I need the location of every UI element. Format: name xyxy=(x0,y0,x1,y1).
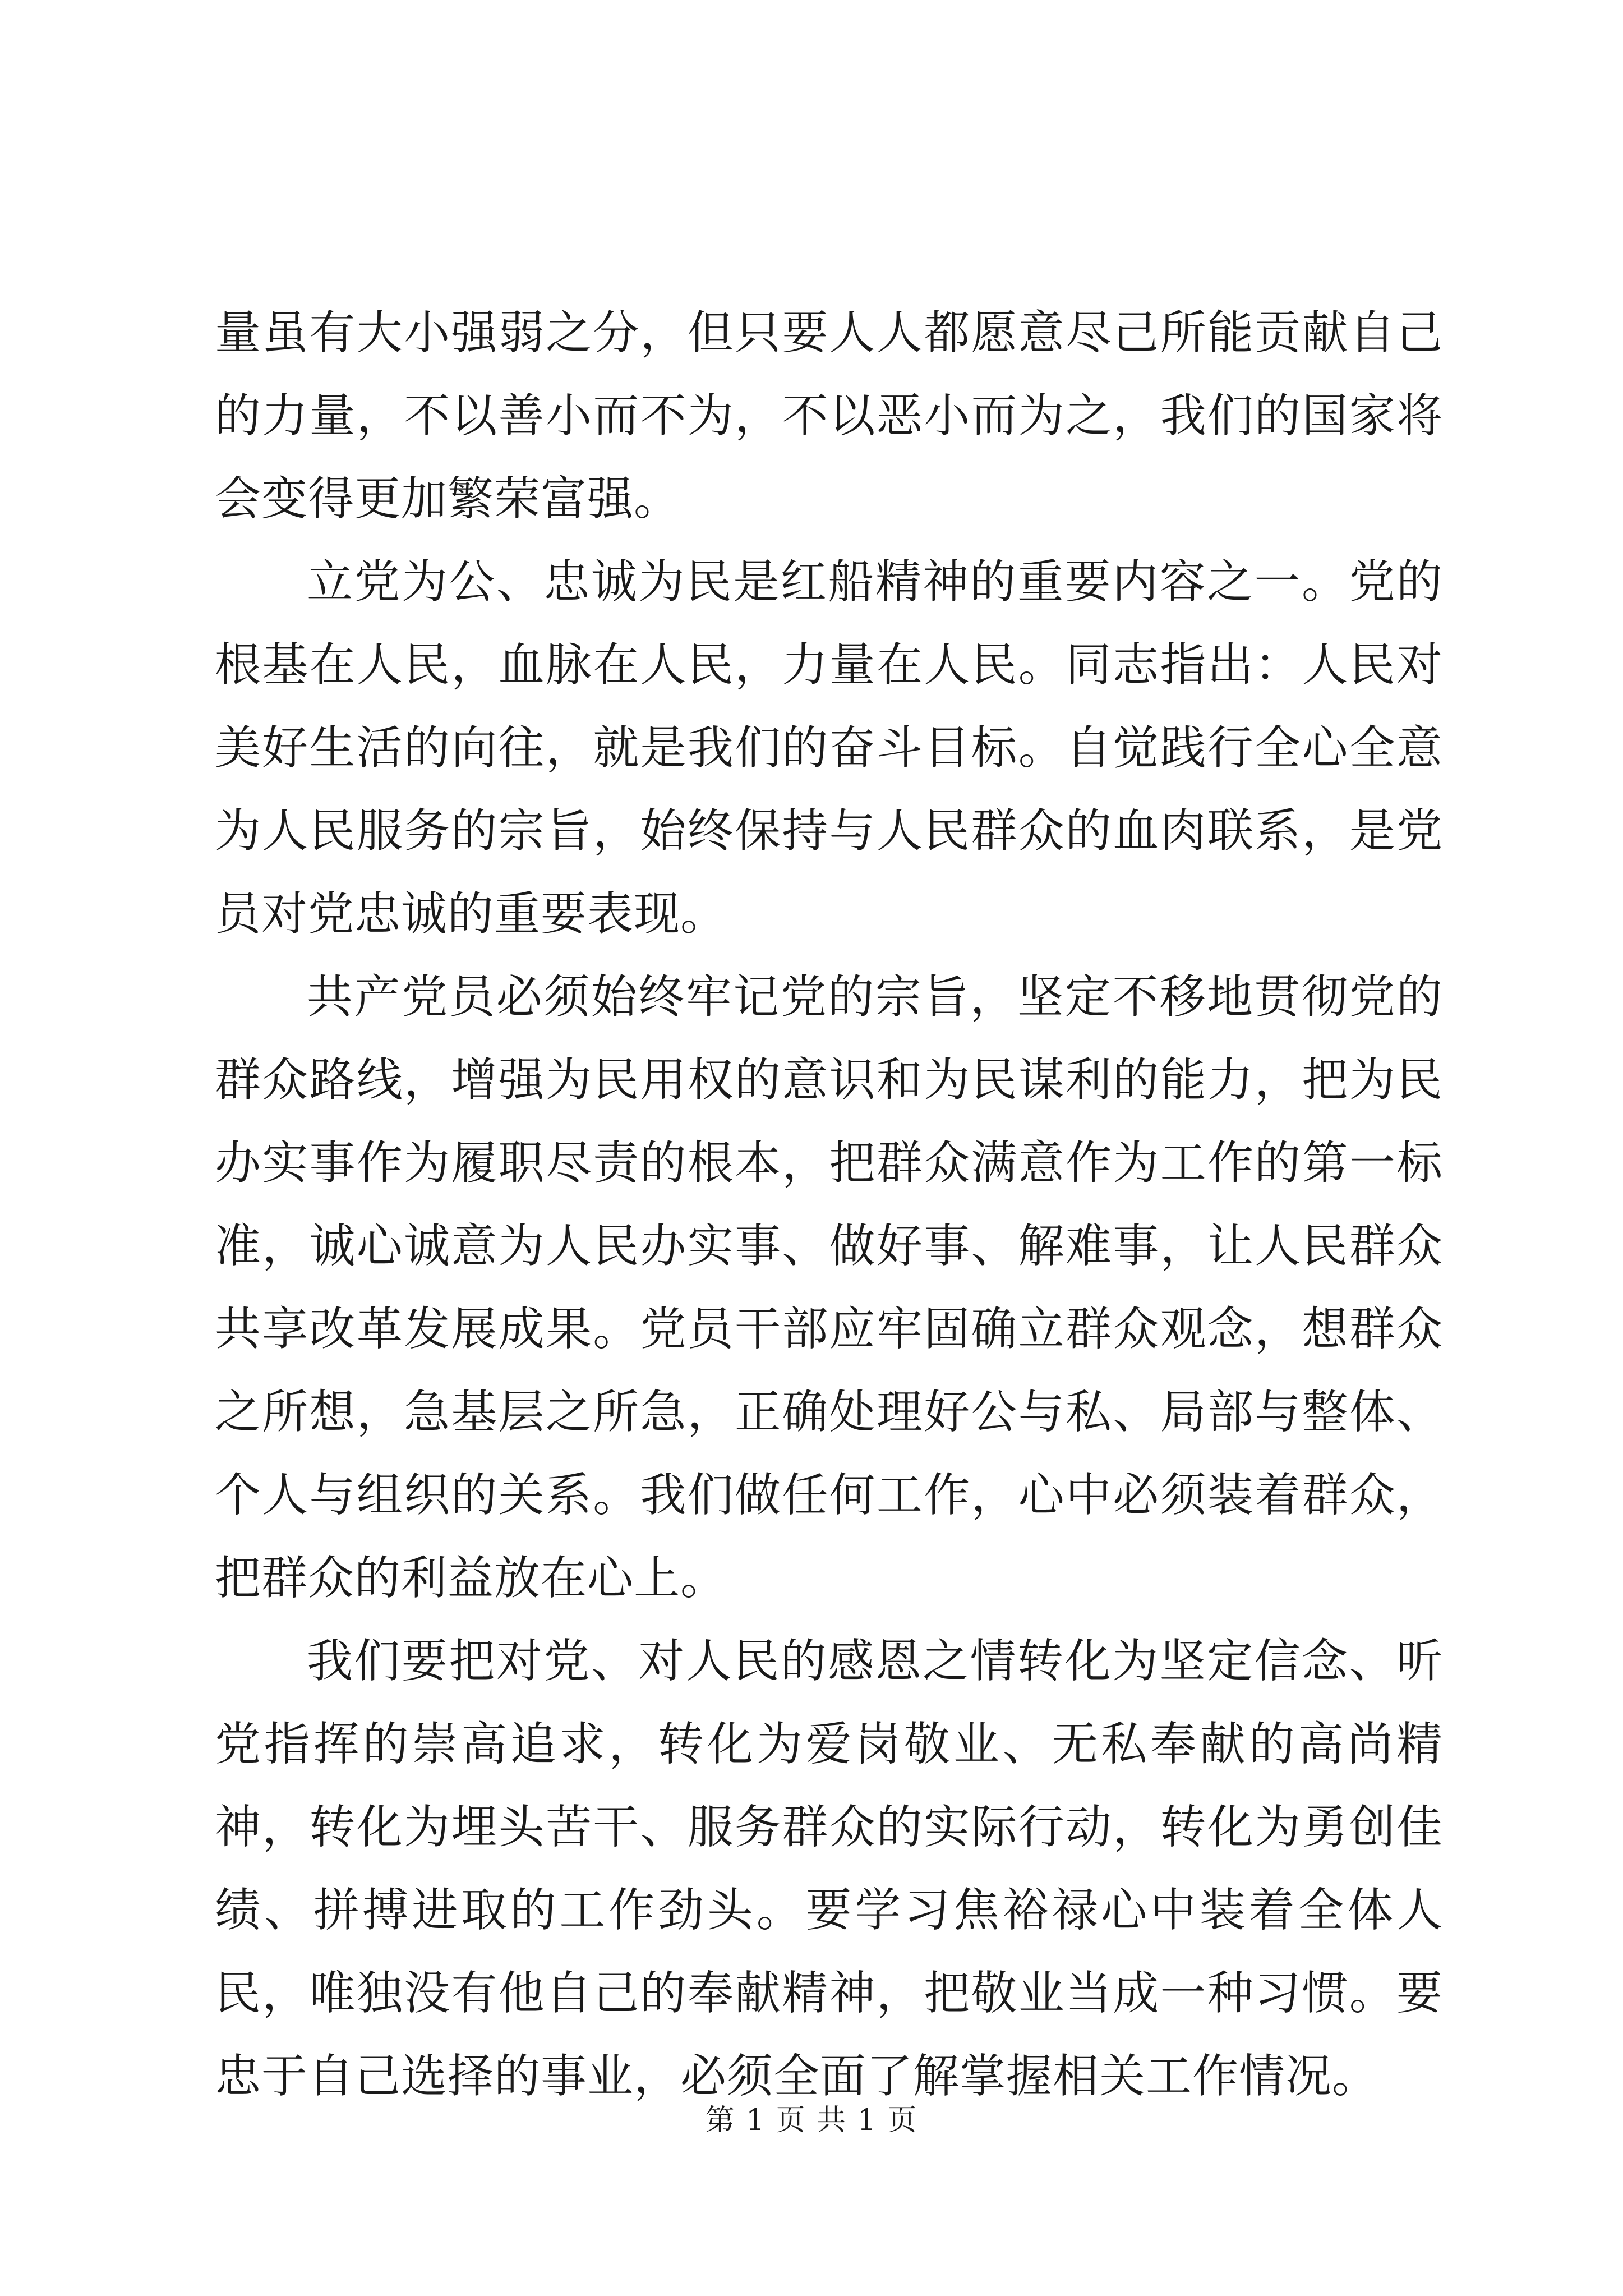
document-body xyxy=(215,292,1443,2118)
paragraph-party-loyalty: 立党为公、忠诚为民是红船精神的重要内容之一。党的根基在人民，血脉在人民，力量在人民。同志指出：人民对美好生活的向往，就是我们的奋斗目标。自觉践行全心全意为人民服务的宗旨，始终保持与人民群众的血肉联系，是党员对党忠诚的重要表现。 xyxy=(215,555,1443,941)
page-number-footer: 第 1 页 共 1 页 xyxy=(705,2104,918,2137)
paragraph-gratitude: 我们要把对党、对人民的感恩之情转化为坚定信念、听党指挥的崇高追求，转化为爱岗敬业、无私奉献的高尚精神，转化为埋头苦干、服务群众的实际行动，转化为勇创佳绩、拼搏进取的工作劲头。要学习焦裕禄心中装着全体人民，唯独没有他自己的奉献精神，把敬业当成一种习惯。要忠于自己选择的事业，必须全面了解掌握相关工作情况。 xyxy=(215,1635,1443,2103)
paragraph-party-purpose: 共产党员必须始终牢记党的宗旨，坚定不移地贯彻党的群众路线，增强为民用权的意识和为民谋利的能力，把为民办实事作为履职尽责的根本，把群众满意作为工作的第一标准，诚心诚意为人民办实事、做好事、解难事，让人民群众共享改革发展成果。党员干部应牢固确立群众观念，想群众之所想，急基层之所急，正确处理好公与私、局部与整体、个人与组织的关系。我们做任何工作，心中必须装着群众，把群众的利益放在心上。 xyxy=(215,970,1443,1605)
paragraph-continuation: 量虽有大小强弱之分，但只要人人都愿意尽己所能贡献自己的力量，不以善小而不为，不以恶小而为之，我们的国家将会变得更加繁荣富强。 xyxy=(215,306,1443,526)
